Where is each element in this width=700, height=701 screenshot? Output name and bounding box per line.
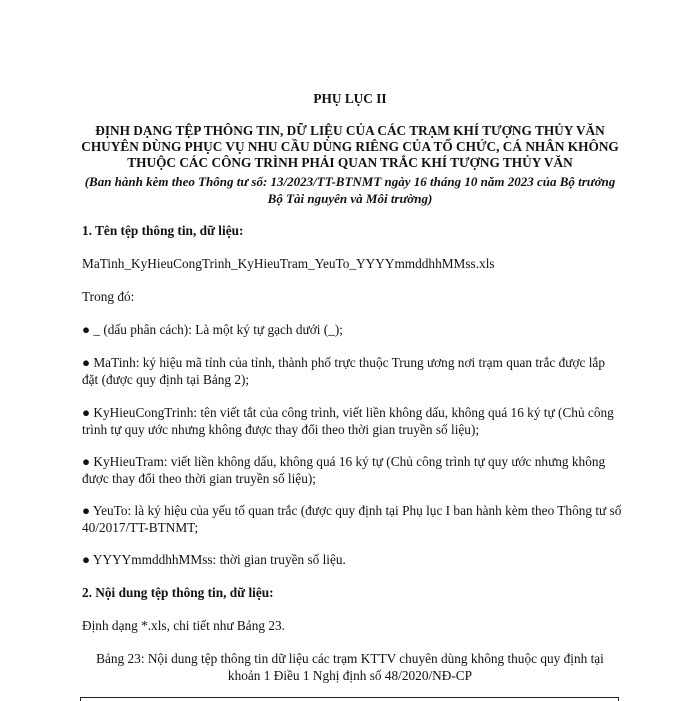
list-item: ● YYYYmmddhhMMss: thời gian truyền số liệu. [82,552,346,567]
list-item: ● _ (dấu phân cách): Là một ký tự gạch dưới (_); [82,322,343,337]
section-2-heading: 2. Nội dung tệp thông tin, dữ liệu: [82,585,274,600]
list-item: ● YeuTo: là ký hiệu của yếu tố quan trắc (được quy định tại Phụ lục I ban hành kèm theo Thông tư số 40/2017/TT-BTNMT; [82,503,622,535]
issued-by-note: (Ban hành kèm theo Thông tư số: 13/2023/TT-BTNMT ngày 16 tháng 10 năm 2023 của Bộ trưởng Bộ Tài nguyên và Môi trường) [84,174,616,206]
format-text: Định dạng *.xls, chi tiết như Bảng 23. [82,618,285,633]
table-top-border [80,697,619,701]
table-caption: Bảng 23: Nội dung tệp thông tin dữ liệu các trạm KTTV chuyên dùng không thuộc quy định tại khoản 1 Điều 1 Nghị định số 48/2020/NĐ-CP [96,651,604,683]
filename-pattern: MaTinh_KyHieuCongTrinh_KyHieuTram_YeuTo_YYYYmmddhhMMss.xls [82,256,495,271]
appendix-title: PHỤ LỤC II [313,91,387,106]
intro-text: Trong đó: [82,289,135,304]
list-item: ● MaTinh: ký hiệu mã tỉnh của tỉnh, thành phố trực thuộc Trung ương nơi trạm quan trắc được lắp đặt (được quy định tại Bảng 2); [82,355,605,387]
list-item: ● KyHieuCongTrinh: tên viết tắt của công trình, viết liền không dấu, không quá 16 ký tự (Chủ công trình tự quy ước nhưng không được thay đổi theo thời gian truyền số liệu); [82,405,614,437]
document-title: ĐỊNH DẠNG TỆP THÔNG TIN, DỮ LIỆU CỦA CÁC TRẠM KHÍ TƯỢNG THỦY VĂN CHUYÊN DÙNG PHỤC VỤ NHU CẦU DÙNG RIÊNG CỦA TỔ CHỨC, CÁ NHÂN KHÔNG THUỘC CÁC CÔNG TRÌNH PHẢI QUAN TRẮC KHÍ TƯỢNG THỦY VĂN [81,123,619,170]
section-1-heading: 1. Tên tệp thông tin, dữ liệu: [82,223,244,238]
list-item: ● KyHieuTram: viết liền không dấu, không quá 16 ký tự (Chủ công trình tự quy ước nhưng không được thay đổi theo thời gian truyền số liệu); [82,454,606,486]
